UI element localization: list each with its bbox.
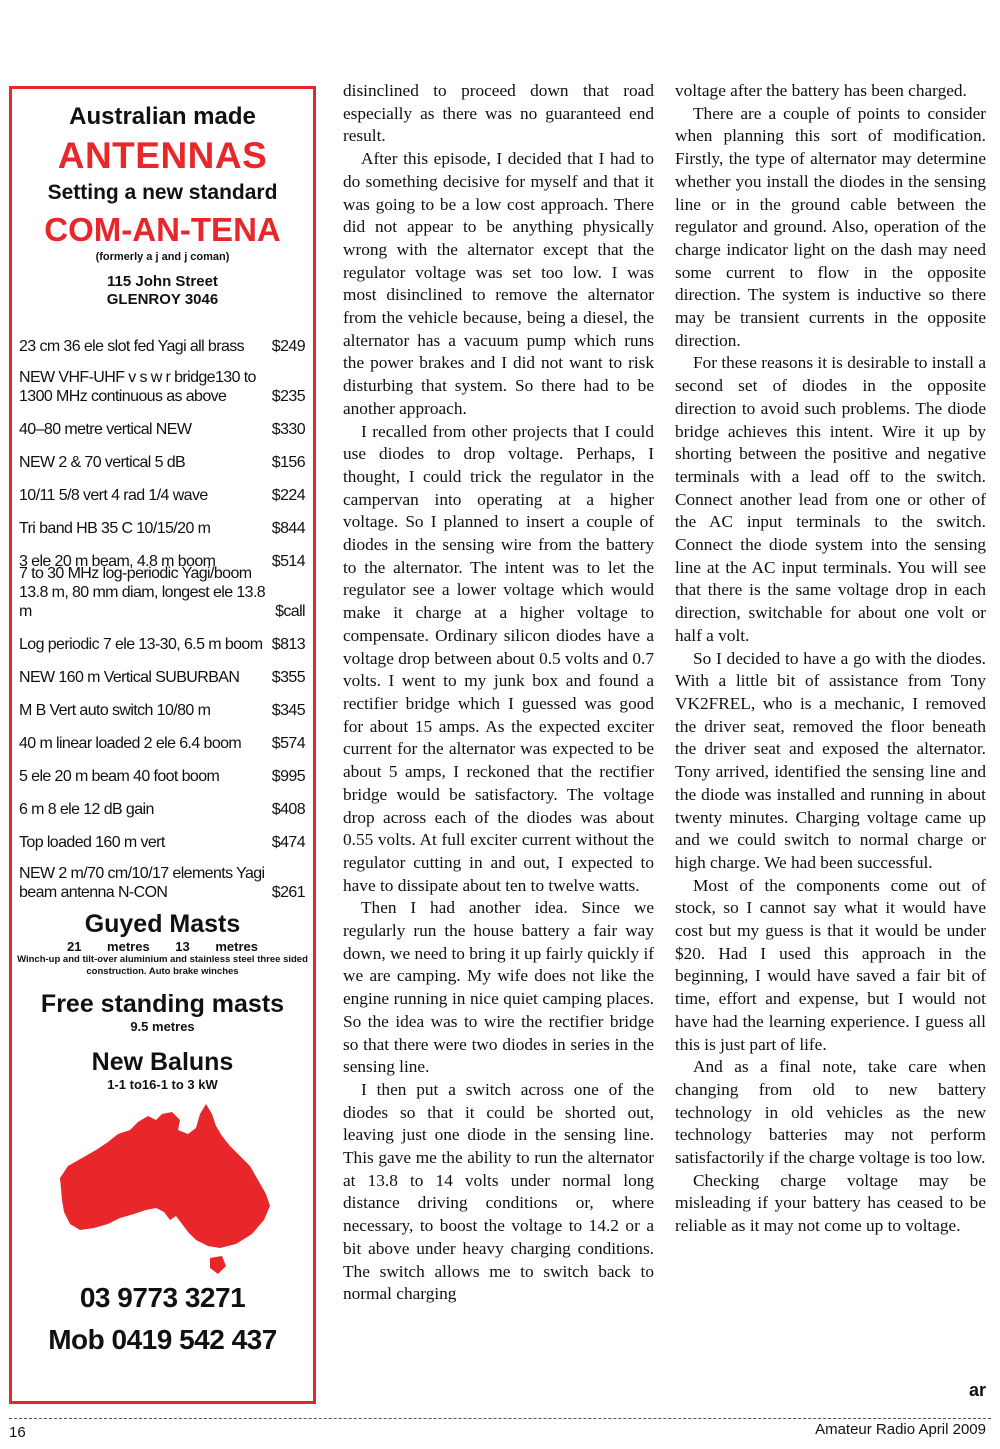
price-item-name: NEW 160 m Vertical SUBURBAN [19, 669, 240, 686]
price-item-price: $574 [271, 735, 305, 752]
guyed-masts-heading: Guyed Masts [84, 910, 241, 938]
ad-address-suburb: GLENROY 3046 [106, 291, 219, 308]
price-item-name: 5 ele 20 m beam 40 foot boom [19, 768, 220, 785]
article-paragraph: voltage after the battery has been charged. [675, 81, 967, 100]
price-item-name: 40–80 metre vertical NEW [19, 421, 192, 438]
article-paragraph: Then I had another idea. Since we regularly run the house battery a fair way down, we need to bring it up fairly quickly if we are camping. My wife does not like the engine running in nice quiet camping places. So the idea was to wire the rectifier bridge so that there were two diodes in series in the sensing line. [343, 898, 654, 1077]
australia-map-icon [38, 1100, 288, 1280]
ad-formerly: (formerly a j and j coman) [95, 251, 230, 263]
price-item-price: $408 [271, 801, 305, 818]
article-column-1 [343, 80, 654, 1306]
article-paragraph: Checking charge voltage may be misleading if your battery has ceased to be reliable as it may not come up to voltage. [675, 1170, 986, 1236]
article-column-2 [675, 80, 986, 1238]
price-item-name: 40 m linear loaded 2 ele 6.4 boom [19, 735, 242, 752]
price-item [12, 819, 313, 852]
price-item-price: $813 [271, 636, 305, 653]
price-item-name: 10/11 5/8 vert 4 rad 1/4 wave [19, 487, 208, 504]
ad-line-australian-made: Australian made [69, 103, 256, 130]
price-item-price: $235 [271, 388, 305, 405]
price-item-price: $474 [271, 834, 305, 851]
ad-phone: 03 9773 3271 [79, 1282, 246, 1313]
free-standing-masts-size: 9.5 metres [130, 1019, 195, 1034]
price-item [12, 720, 313, 753]
price-item [12, 505, 313, 538]
price-item-name: 6 m 8 ele 12 dB gain [19, 801, 154, 818]
ad-mobile: Mob 0419 542 437 [48, 1324, 277, 1355]
price-item-name: NEW 2 & 70 vertical 5 dB [19, 454, 186, 471]
publication-footer: Amateur Radio April 2009 [815, 1421, 986, 1438]
article-end-mark: ar [968, 1380, 986, 1400]
article-paragraph: I recalled from other projects that I could use diodes to drop voltage. Perhaps, I thought, I could trick the regulator in the campervan into operating at a higher voltage. So I planned to insert a couple of diodes in the sensing wire from the battery to the alternator. The intent was to let the regulator see a lower voltage which would make it charge at a higher voltage to compensate. Ordinary silicon diodes have a voltage drop between about 0.5 volts and 0.7 volts. I went to my junk box and found a rectifier bridge which I guessed was good for about 15 amps. As the expected exciter current for the alternator was expected to be about 5 amps, I reckoned that the rectifier bridge would be satisfactory. The voltage drop across each of the diodes was about 0.55 volts. At full exciter current without the regulator cutting in and out, I expected to have to dissipate about ten to twelve watts. [343, 421, 654, 895]
price-item-price: $249 [271, 338, 305, 355]
price-item-price: $call [275, 603, 305, 620]
price-item-name: NEW 2 m/70 cm/10/17 elements Yagi beam antenna N-CON [19, 865, 265, 901]
price-item [12, 654, 313, 687]
article-paragraph: For these reasons it is desirable to install a second set of diodes in the opposite direction to avoid such problems. The diode bridge achieves this intent. Wire it up by shorting between the positive and negative terminals with a lead off to the switch. Connect another lead from one or other of the AC input terminals to the switch. Connect the diode system into the sensing line at the AC input terminals. You will see that there is the same voltage drop in each direction, switchable for about one volt or half a volt. [675, 353, 986, 645]
new-baluns-heading: New Baluns [91, 1048, 234, 1076]
article-paragraph: After this episode, I decided that I had to do something decisive for myself and that it was going to be a low cost approach. There did not appear to be anything physically wrong with the alternator except that the regulator voltage was set too low. I was most disinclined to remove the alternator from the vehicle because, being a diesel, the alternator has a vacuum pump which runs the power brakes and I did not want to risk disturbing that system. So there had to be another approach. [343, 149, 654, 418]
ad-line-tagline: Setting a new standard [47, 181, 278, 204]
ad-line-antennas: ANTENNAS [57, 135, 268, 176]
price-item-name: 7 to 30 MHz log-periodic Yagi/boom 13.8 m, 80 mm diam, longest ele 13.8 m [19, 565, 266, 620]
price-item-name: M B Vert auto switch 10/80 m [19, 702, 211, 719]
ad-address-street: 115 John Street [107, 273, 218, 290]
price-item [12, 356, 313, 406]
price-item [12, 565, 313, 621]
antenna-advertisement [9, 86, 316, 1404]
price-item-name: Top loaded 160 m vert [19, 834, 165, 851]
article-paragraph: I then put a switch across one of the diodes so that it could be shorted out, leaving just one diode in the sensing line. This gave me the ability to run the alternator at 13.8 to 14 volts under normal long distance driving conditions or, where necessary, to boost the voltage to 14.2 or a bit above under heavy charging conditions. The switch allows me to switch back to normal charging [343, 1079, 654, 1304]
page-number: 16 [9, 1424, 26, 1441]
ad-brand-name: COM-AN-TENA [44, 211, 281, 248]
price-item [12, 852, 313, 902]
price-item-price: $844 [271, 520, 305, 537]
price-item-name: 3 ele 20 m beam, 4.8 m boom [19, 553, 216, 570]
price-item [12, 472, 313, 505]
price-item-price: $261 [271, 884, 305, 901]
footer-divider [9, 1418, 991, 1419]
new-baluns-description: 1-1 to16-1 to 3 kW [107, 1077, 218, 1092]
price-item-price: $345 [271, 702, 305, 719]
price-item [12, 786, 313, 819]
ad-price-list [12, 323, 313, 902]
price-item-price: $514 [271, 553, 305, 570]
price-item-price: $355 [271, 669, 305, 686]
price-item [12, 687, 313, 720]
article-paragraph: Most of the components come out of stock, so I cannot say what it would have cost but my guess is that it would be under $20. Had I used this approach in the beginning, I would have saved a fair bit of time, effort and expense, but I would not have had the learning experience. I guess all this is just part of life. [675, 875, 986, 1054]
guyed-masts-sizes: 21 metres 13 metres [66, 939, 259, 954]
price-item [12, 753, 313, 786]
article-paragraph: disinclined to proceed down that road especially as there was no guaranteed end result. [343, 81, 654, 146]
price-item-price: $995 [271, 768, 305, 785]
price-item [12, 406, 313, 439]
price-item-name: 23 cm 36 ele slot fed Yagi all brass [19, 338, 245, 355]
article-paragraph: And as a final note, take care when changing from old to new battery technology in old vehicles as the new technology batteries may not perform satisfactorily if the charge voltage is too low. [675, 1057, 986, 1168]
price-item [12, 323, 313, 356]
guyed-masts-description: Winch-up and tilt-over aluminium and stainless steel three sided construction. Auto brake winches [17, 954, 308, 977]
ad-address [12, 273, 313, 309]
price-item-price: $156 [271, 454, 305, 471]
article-paragraph: So I decided to have a go with the diodes. With a little bit of assistance from Tony VK2FREL, who is a mechanic, I removed the driver seat, removed the floor beneath the driver seat and exposed the alternator. Tony arrived, identified the sensing line and the diode was installed and running in about twenty minutes. Charging voltage came up and we could switch to normal charge or high charge. We had been successful. [675, 648, 986, 872]
price-item-price: $330 [271, 421, 305, 438]
price-item-name: Tri band HB 35 C 10/15/20 m [19, 520, 211, 537]
price-item [12, 439, 313, 472]
price-item-name: Log periodic 7 ele 13-30, 6.5 m boom [19, 636, 263, 653]
price-item-price: $224 [271, 487, 305, 504]
article-paragraph: There are a couple of points to consider when planning this sort of modification. Firstly, the type of alternator may determine whether you install the diodes in the sensing line or in the ground cable between the regulator and ground. Also, operation of the charge indicator light on the dash may need some current to flow in the opposite direction. The system is inductive so there may be transient currents in the opposite direction. [675, 103, 986, 350]
price-item [12, 621, 313, 654]
price-item-name: NEW VHF-UHF v s w r bridge130 to 1300 MHz continuous as above [19, 369, 256, 405]
free-standing-masts-heading: Free standing masts [40, 990, 285, 1018]
